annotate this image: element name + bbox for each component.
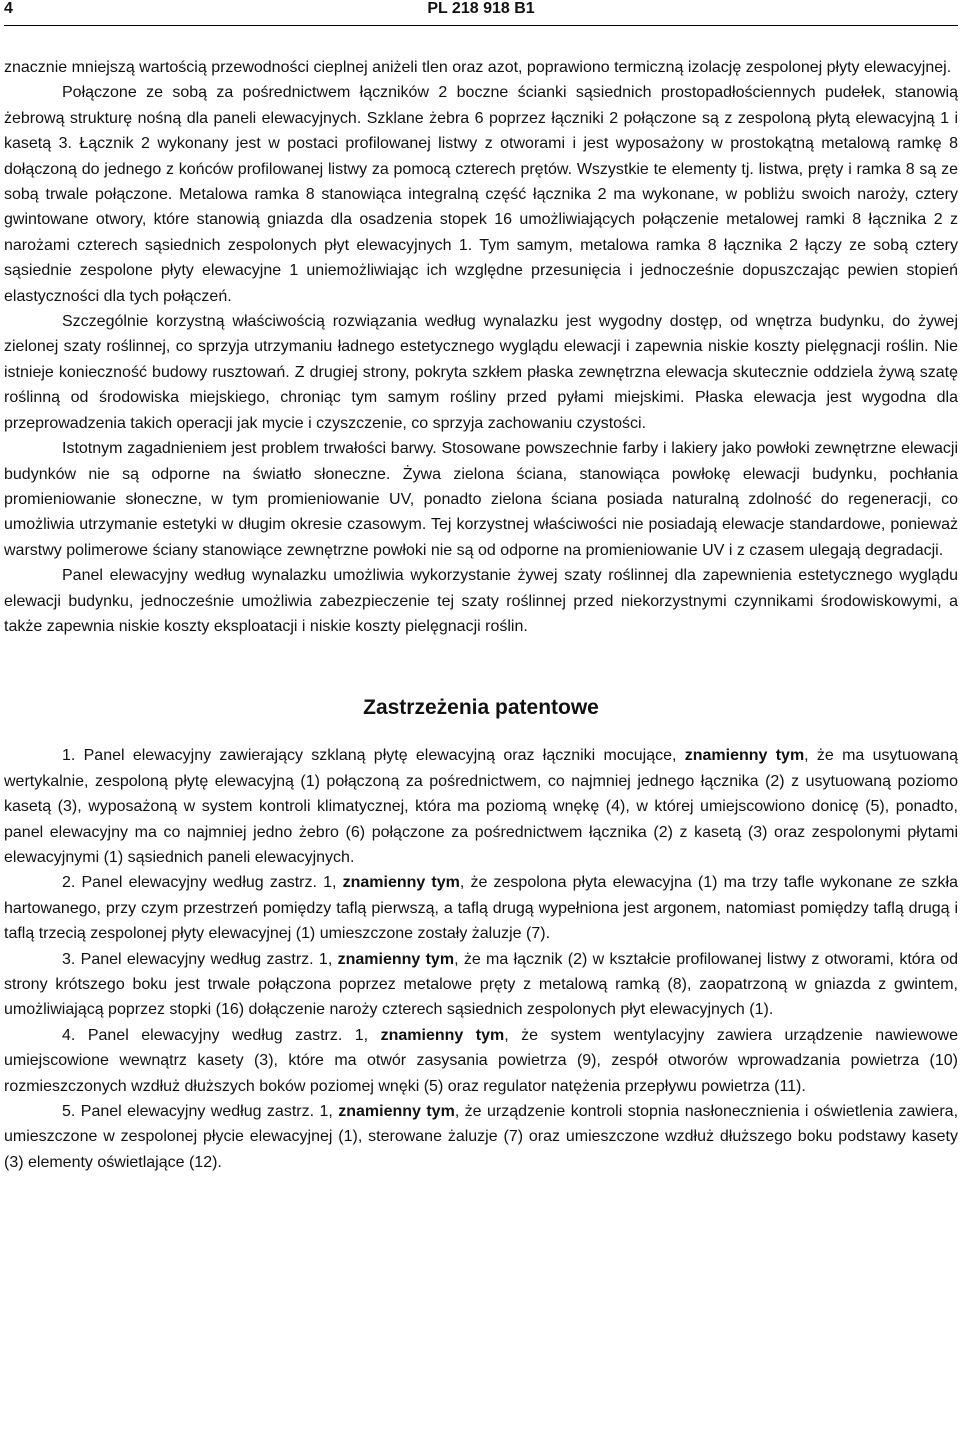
claim-text: 3. Panel elewacyjny według zastrz. 1, — [62, 950, 338, 968]
claim-keyword: znamienny tym — [342, 874, 460, 892]
section-title: Zastrzeżenia patentowe — [363, 696, 599, 720]
paragraph: Połączone ze sobą za pośrednictwem łączników 2 boczne ścianki sąsiednich prostopadłościennych pudełek, stanowią żebrową strukturę nośną dla paneli elewacyjnych. Szklane żebra 6 poprzez łączniki 2 połączone są z zespoloną płytą elewacyjną 1 i kasetą 3. Łącznik 2 wykonany jest w postaci profilowanej listwy z otworami i jest wyposażony w prostokątną metalową ramkę 8 dołączoną do jednego z końców profilowanej listwy za pomocą czterech prętów. Wszystkie te elementy tj. listwa, pręty i ramka 8 są ze sobą trwale połączone. Metalowa ramka 8 stanowiąca integralną część łącznika 2 ma wykonane, w pobliżu swoich naroży, cztery gwintowane otwory, które stanowią gniazda dla osadzenia stopek 16 umożliwiających połączenie metalowej ramki 8 łącznika 2 z narożami czterech sąsiednich zespolonych płyt elewacyjnych 1. Tym samym, metalowa ramka 8 łącznika 2 łączy ze sobą cztery sąsiednie zespolone płyty elewacyjne 1 uniemożliwiając ich względne przesunięcia i jednocześnie dopuszczając pewien stopień elastyczności dla tych połączeń. — [4, 84, 958, 305]
claim-text: 5. Panel elewacyjny według zastrz. 1, — [62, 1103, 339, 1121]
claim-keyword: znamienny tym — [380, 1026, 505, 1044]
claim-3 — [4, 947, 958, 1023]
document-page — [4, 0, 959, 1171]
claim-text: , że system wentylacyjny zawiera urządzenie nawiewowe umiejscowione wewnątrz kasety (3), które ma otwór zasysania powietrza (9), zespół otworów wprowadzania powietrza (10) rozmieszczonych wzdłuż dłuższych boków poziomej wnęki (5) oraz regulator natężenia przepływu powietrza (11). — [4, 1026, 959, 1095]
claim-2 — [4, 870, 958, 946]
claim-5 — [4, 1099, 958, 1175]
patent-number: PL 218 918 B1 — [427, 0, 535, 17]
paragraph: Szczególnie korzystną właściwością rozwiązania według wynalazku jest wygodny dostęp, od wnętrza budynku, do żywej zielonej szaty roślinnej, co sprzyja utrzymaniu ładnego estetycznego wyglądu elewacji i zapewnia niskie koszty pielęgnacji roślin. Nie istnieje konieczność budowy rusztowań. Z drugiej strony, pokryta szkłem płaska zewnętrzna elewacja skutecznie oddziela żywą szatę roślinną od środowiska miejskiego, chroniąc tym samym rośliny przed pyłami miejskimi. Płaska elewacja jest wygodna dla przeprowadzenia takich operacji jak mycie i czyszczenie, co sprzyja zachowaniu czystości. — [4, 313, 958, 432]
claim-1 — [4, 743, 958, 870]
claim-text: , że zespolona płyta elewacyjna (1) ma trzy tafle wykonane ze szkła hartowanego, przy czym przestrzeń pomiędzy taflą pierwszą, a taflą drugą wypełniona jest argonem, natomiast pomiędzy taflą drugą i taflą trzecią zespolonej płyty elewacyjnej (1) umieszczone zostały żaluzje (7). — [4, 874, 958, 943]
claim-keyword: znamienny tym — [684, 747, 805, 765]
claim-keyword: znamienny tym — [338, 1103, 455, 1121]
page-number: 4 — [4, 0, 13, 17]
claim-text: , że ma łącznik (2) w kształcie profilowanej listwy z otworami, która od strony krótszego boku jest trwale połączona poprzez metalowe pręty z metalową ramką (8), zaopatrzoną w gniazda z gwintem, umożliwiającą poprzez stopki (16) dołączenie naroży czterech sąsiednich zespolonych płyt elewacyjnych (1). — [4, 950, 959, 1019]
paragraph: znacznie mniejszą wartością przewodności cieplnej aniżeli tlen oraz azot, poprawiono termiczną izolację zespolonej płyty elewacyjnej. — [4, 59, 952, 76]
claim-text: 4. Panel elewacyjny według zastrz. 1, — [62, 1026, 381, 1044]
claim-keyword: znamienny tym — [337, 950, 455, 968]
claim-text: , że urządzenie kontroli stopnia nasłonecznienia i oświetlenia zawiera, umieszczone w zespolonej płycie elewacyjnej (1), sterowane żaluzje (7) oraz umieszczone wzdłuż dłuższego boku podstawy kasety (3) elementy oświetlające (12). — [4, 1103, 959, 1171]
claim-text: 1. Panel elewacyjny zawierający szklaną płytę elewacyjną oraz łączniki mocujące, — [62, 747, 685, 765]
claim-text: , że ma usytuowaną wertykalnie, zespoloną płytę elewacyjną (1) połączoną za pośrednictwem, co najmniej jednego łącznika (2) z usytuowaną poziomo kasetą (3), wyposażoną w system kontroli klimatycznej, która ma poziomą wnękę (4), w której umiejscowiono donicę (5), ponadto, panel elewacyjny ma co najmniej jedno żebro (6) połączone za pośrednictwem łącznika (2) z kasetą (3) oraz zespolonymi płytami elewacyjnymi (1) sąsiednich paneli elewacyjnych. — [4, 747, 959, 866]
page-header — [4, 0, 958, 24]
paragraph: Panel elewacyjny według wynalazku umożliwia wykorzystanie żywej szaty roślinnej dla zapewnienia estetycznego wyglądu elewacji budynku, jednocześnie umożliwia zabezpieczenie tej szaty roślinnej przed niekorzystnymi czynnikami środowiskowymi, a także zapewnia niskie koszty eksploatacji i niskie koszty pielęgnacji roślin. — [4, 567, 958, 635]
header-rule — [4, 25, 958, 26]
paragraph: Istotnym zagadnieniem jest problem trwałości barwy. Stosowane powszechnie farby i lakiery jako powłoki zewnętrzne elewacji budynków nie są odporne na światło słoneczne. Żywa zielona ściana, stanowiąca powłokę elewacji budynku, pochłania promieniowanie słoneczne, w tym promieniowanie UV, ponadto zielona ściana posiada naturalną zdolność do regeneracji, co umożliwia utrzymanie estetyki w długim okresie czasowym. Tej korzystnej właściwości nie posiadają elewacje standardowe, ponieważ warstwy polimerowe ściany stanowiące zewnętrzne powłoki nie są od odporne na promieniowanie UV i z czasem ulegają degradacji. — [4, 440, 958, 559]
document-body — [4, 55, 958, 1175]
claim-text: 2. Panel elewacyjny według zastrz. 1, — [62, 874, 343, 892]
claim-4 — [4, 1023, 958, 1099]
